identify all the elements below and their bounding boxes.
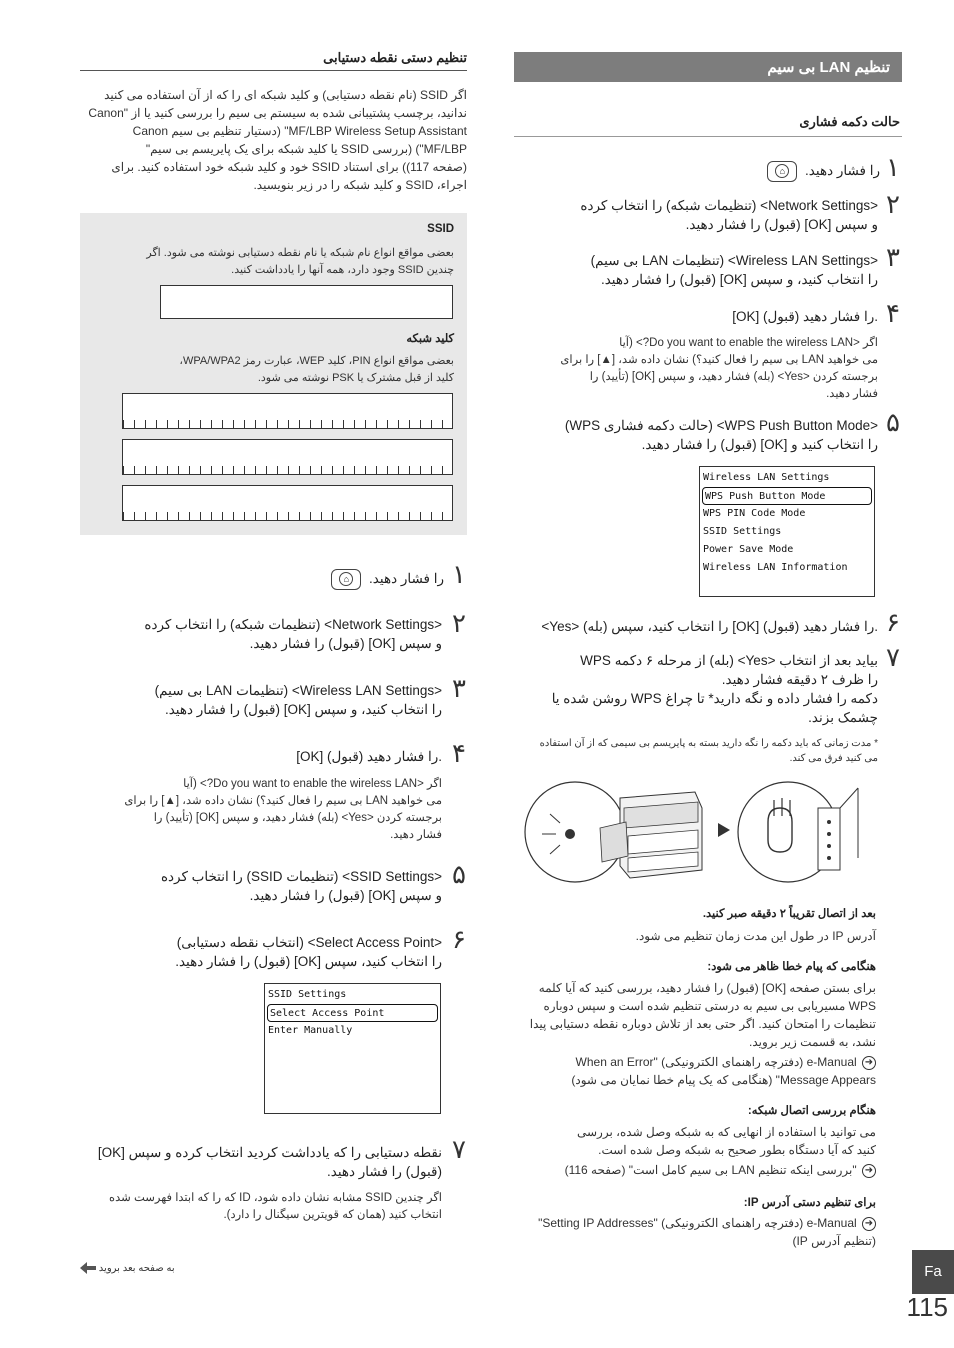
check-line: می توانید با استفاده از انهایی که به شبکه وصل شده، بررسی <box>577 1125 876 1139</box>
error-line: WPS مسیریابی بی سیم به درستی تنظیم شده است و سپس دوباره <box>543 999 876 1013</box>
step-text <box>514 416 878 454</box>
lcd-selected-item[interactable]: Select Access Point <box>267 1004 438 1022</box>
divider <box>80 70 467 71</box>
intro-line: اجراء، SSID و کلید شبکه را در زیر بنویسید. <box>253 178 467 192</box>
check-text <box>514 1123 876 1159</box>
step-line: <Network Settings> (تنظیمات شبکه) را انتخاب کرده <box>144 617 442 632</box>
step-text <box>514 651 878 727</box>
step-line: و سپس [OK] (قبول) را فشار دهید. <box>685 217 878 232</box>
lcd-menu-item[interactable]: Enter Manually <box>268 1025 353 1036</box>
section-banner: تنظیم LAN بی سیم <box>514 52 902 82</box>
check-line: کنید که آیا دستگاه بطور صحیح به شبکه وصل شده است. <box>598 1143 876 1157</box>
tick-marks <box>123 466 452 474</box>
ssid-desc-line: بعضی مواقع انواع نام شبکه یا نام نقطه دستیابی نوشته می شود. اگر <box>146 247 454 259</box>
step-number: ۲ <box>452 609 466 639</box>
notes-box <box>80 213 467 535</box>
step-line: <SSID Settings> (تنظیمات SSID) را انتخاب کرده <box>160 869 442 884</box>
step-number: ۵ <box>886 408 900 438</box>
step-line: <Select Access Point> (انتخاب نقطه دستیابی) <box>176 935 442 950</box>
note-line: فشار دهید. <box>390 829 442 841</box>
lcd-title: Wireless LAN Settings <box>703 472 830 483</box>
step-text: <Yes> (بله) را انتخاب کنید، سپس [OK] (قبول) را فشار دهید. <box>541 619 878 634</box>
lcd-menu-item[interactable]: Power Save Mode <box>703 544 794 555</box>
tick-marks <box>123 512 452 520</box>
tick-marks <box>123 420 452 428</box>
step-text <box>200 569 444 590</box>
step-note <box>80 776 442 844</box>
ssid-write-field[interactable] <box>160 285 453 319</box>
step-text <box>80 933 442 971</box>
step-number: ۴ <box>886 299 900 329</box>
note-line: می خواهید LAN بی سیم را فعال کنید؟) نشان داده شد، [▲] را برای <box>560 354 878 366</box>
step-text <box>640 161 880 182</box>
step-text <box>80 867 442 905</box>
step-line: و سپس [OK] (قبول) را فشار دهید. <box>249 636 442 651</box>
page-title: تنظیم دستی نقطه دستیابی <box>323 50 467 65</box>
step-line: را انتخاب کنید، و سپس [OK] (قبول) را فشار دهید. <box>164 702 442 717</box>
error-reference[interactable] <box>514 1053 876 1089</box>
step-number: ۱ <box>452 560 466 590</box>
reference-line: e-Manual (دفترچه راهنمای الکترونیکی) "Setting IP Addresses" <box>538 1216 857 1230</box>
wps-illustration <box>520 778 880 890</box>
error-line: نشد، به قسمت زیر بروید. <box>749 1035 876 1049</box>
key-desc-line: کلید از قبل مشترک یا PSK نوشته می شود. <box>257 372 454 384</box>
home-key-icon: ⌂ <box>331 569 361 590</box>
footnote-line: * مدت زمانی که باید دکمه را نگه دارید بسته به پایریسم بی سیمی که از آن استفاده <box>539 738 878 749</box>
reference-line: "بررسی اینکه تنظیم LAN بی سیم کامل است" (صفحه 116) <box>564 1163 857 1177</box>
error-line: برای بستن صفحه [OK] (قبول) را فشار دهید، بررسی کنید که آیا کلمه <box>538 981 876 995</box>
step-line: را انتخاب کنید، و سپس [OK] (قبول) را فشار دهید. <box>600 272 878 287</box>
note-line: فشار دهید. <box>826 388 878 400</box>
step-text <box>80 615 442 653</box>
router-illustration <box>738 782 858 882</box>
error-heading: هنگامی که پیام خطا ظاهر می شود: <box>707 961 876 973</box>
section-subhead: حالت دکمه فشاری <box>799 114 900 129</box>
network-key-write-field[interactable] <box>122 393 453 429</box>
network-key-heading: کلید شبکه <box>406 333 454 345</box>
network-key-write-field[interactable] <box>122 439 453 475</box>
language-tab: Fa <box>912 1250 954 1294</box>
lcd-menu-item[interactable]: SSID Settings <box>703 526 782 537</box>
reference-arrow-icon: ➜ <box>862 1056 876 1070</box>
reference-line: Message Appears" (هنگامی که یک پیام خطا نمایان می شود) <box>571 1073 876 1087</box>
step-line: و سپس [OK] (قبول) را فشار دهید. <box>249 888 442 903</box>
lcd-menu-item[interactable]: WPS PIN Code Mode <box>703 508 806 519</box>
step-number: ۶ <box>886 608 900 638</box>
ip-reference[interactable] <box>514 1214 876 1250</box>
step-text: [OK] (قبول) را فشار دهید. <box>732 309 878 324</box>
step-line: (قبول) را فشار دهید. <box>327 1164 442 1179</box>
printer-illustration <box>525 782 702 882</box>
step-number: ۳ <box>886 243 900 273</box>
intro-line: اگر SSID (نام نقطه دستیابی) و کلید شبکه ای را که از آن استفاده می کنید <box>104 88 467 102</box>
step-line: بیاید بعد از انتخاب <Yes> (بله) از مرحله ۶ دکمه WPS <box>580 653 878 668</box>
arrow-left-icon <box>80 1262 96 1274</box>
step-text <box>80 1143 442 1181</box>
wait-heading: بعد از اتصال تقریباً ۲ دقیقه صبر کنید. <box>702 908 876 920</box>
ssid-description <box>92 245 454 279</box>
step-line: <WPS Push Button Mode> (حالت دکمه فشاری WPS) <box>564 418 878 433</box>
note-line: اگر <Do you want to enable the wireless LAN?> (آیا <box>183 778 442 790</box>
step-text: [OK] (قبول) را فشار دهید. <box>296 749 442 764</box>
error-line: تنظیمات را امتحان کنید. اگر حتی بعد از تلاش دوباره نقطه دستیابی پیدا <box>529 1017 876 1031</box>
note-line: اگر چندین SSID مشابه نشان داده شود، ID که را که ابتدا فهرست شده <box>109 1192 442 1204</box>
note-line: انتخاب کنید (همان که قویترین سیگنال را دارد). <box>223 1209 442 1221</box>
lcd-screen <box>264 983 441 1114</box>
network-key-write-field[interactable] <box>122 485 453 521</box>
step-text <box>514 196 878 234</box>
step-line: را انتخاب کنید و [OK] (قبول) را فشار دهید. <box>641 437 878 452</box>
step-text <box>80 681 442 719</box>
step-line: را ظرف ۲ دقیقه فشار دهید. <box>721 672 878 687</box>
ip-heading: برای تنظیم دستی آدرس IP: <box>743 1197 876 1209</box>
step-line: <Network Settings> (تنظیمات شبکه) را انتخاب کرده <box>580 198 878 213</box>
divider <box>514 136 902 137</box>
page-number: 115 <box>906 1292 948 1322</box>
note-line: اگر <Do you want to enable the wireless LAN?> (آیا <box>619 337 878 349</box>
step-number: ۲ <box>886 190 900 220</box>
check-heading: هنگام بررسی اتصال شبکه: <box>747 1105 876 1117</box>
note-line: برجسته کردن <Yes> (بله) فشار دهید، و سپس [OK] (تأیید) را <box>153 812 442 824</box>
next-page-label: به صفحه بعد بروید <box>98 1263 175 1274</box>
step-line: <Wireless LAN Settings> (تنظیمات LAN بی سیم) <box>154 683 442 698</box>
footnote-line: می کنید فرق می کند. <box>789 753 878 764</box>
footnote <box>514 736 878 766</box>
note-line: برجسته کردن <Yes> (بله) فشار دهید، و سپس [OK] (تأیید) را <box>589 371 878 383</box>
ssid-desc-line: چندین SSID وجود دارد، همه آنها را یادداشت کنید. <box>231 264 454 276</box>
error-text <box>514 979 876 1051</box>
note-line: می خواهید LAN بی سیم را فعال کنید؟) نشان داده شد، [▲] را برای <box>124 795 442 807</box>
reference-arrow-icon: ➜ <box>862 1217 876 1231</box>
reference-line: e-Manual (دفترچه راهنمای الکترونیکی) "When an Error <box>575 1055 857 1069</box>
intro-line: ندانید، برچسب پشتیبانی شده به سیستم بی سیم را بررسی کنید یا از "Canon <box>88 106 467 120</box>
network-key-description <box>92 353 454 387</box>
intro-text <box>80 86 467 194</box>
step-number: ۷ <box>452 1135 466 1165</box>
wait-text: آدرس IP در طول این مدت زمان تنظیم می شود. <box>635 929 876 943</box>
step-number: ۴ <box>452 739 466 769</box>
step-line: چشمک بزند. <box>808 710 878 725</box>
intro-line: MF/LBP") (بررسی SSID یا کلید شبکه برای یک پایریسم بی سیم" <box>145 142 467 156</box>
step-line: را فشار دهید. <box>805 163 880 179</box>
step-number: ۱ <box>886 153 900 183</box>
step-note <box>80 1190 442 1224</box>
ssid-heading: SSID <box>427 223 454 235</box>
step-number: ۳ <box>452 674 466 704</box>
reference-arrow-icon: ➜ <box>862 1164 876 1178</box>
step-number: ۷ <box>886 643 900 673</box>
key-desc-line: بعضی مواقع انواع PIN، کلید WEP، عبارت رمز WPA/WPA2، <box>179 355 454 367</box>
step-line: <Wireless LAN Settings> (تنظیمات LAN بی سیم) <box>590 253 878 268</box>
step-line: را انتخاب کنید، سپس [OK] (قبول) را فشار دهید. <box>175 954 442 969</box>
intro-line: (صفحه 117)) برای استناد SSID خود و کلید شبکه خود استفاده کنید. برای <box>111 160 467 174</box>
intro-line: MF/LBP Wireless Setup Assistant" (دستیار تنظیم بی سیم Canon <box>132 124 467 138</box>
step-line: را فشار دهید. <box>369 571 444 587</box>
step-number: ۵ <box>452 860 466 890</box>
step-text <box>514 251 878 289</box>
check-reference[interactable] <box>514 1161 876 1179</box>
home-key-icon: ⌂ <box>767 161 797 182</box>
next-page-link[interactable] <box>80 1261 200 1276</box>
step-number: ۶ <box>452 925 466 955</box>
reference-line: (تنظیم آدرس IP) <box>792 1234 876 1248</box>
step-line: نقطه دستیابی را که یادداشت کردید انتخاب کرده و سپس [OK] <box>97 1145 442 1160</box>
step-note <box>514 335 878 403</box>
lcd-menu-item[interactable]: Wireless LAN Information <box>703 562 848 573</box>
arrow-icon <box>718 823 730 837</box>
lcd-title: SSID Settings <box>268 989 347 1000</box>
lcd-screen <box>699 466 875 597</box>
step-line: دکمه را فشار داده و نگه دارید* تا چراغ WPS روشن شده یا <box>551 691 878 706</box>
lcd-selected-item[interactable]: WPS Push Button Mode <box>702 487 872 505</box>
